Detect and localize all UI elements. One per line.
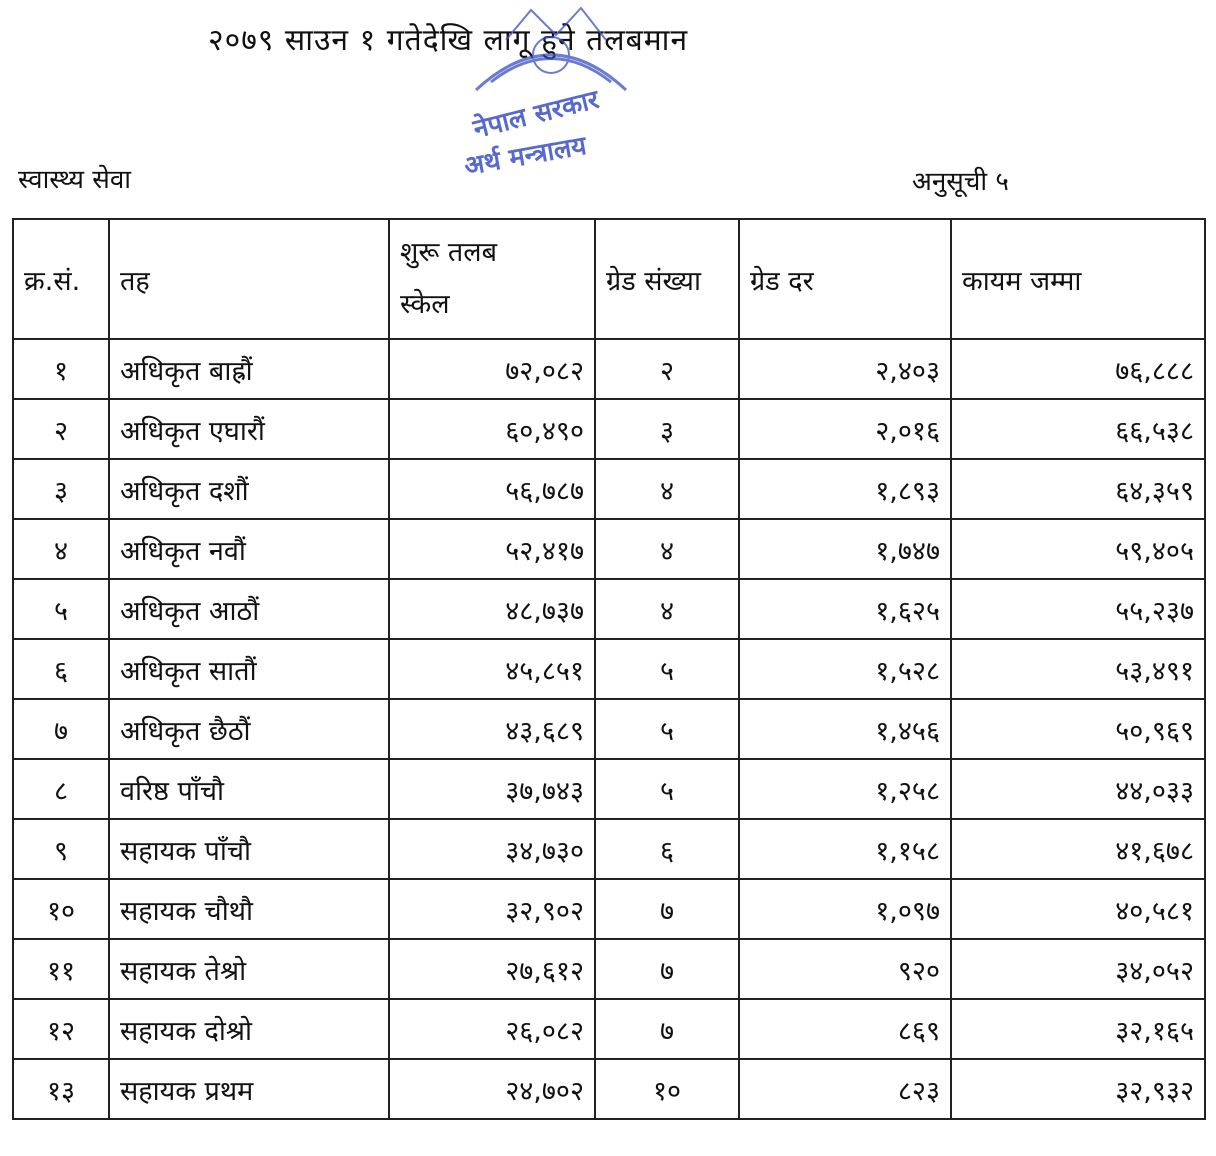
cell-start-salary: ६०,४९० [389,399,595,459]
cell-start-salary: ७२,०८२ [389,339,595,399]
cell-grade-count: ५ [595,699,739,759]
header-grade-count: ग्रेड संख्या [595,219,739,339]
cell-sn: ३ [13,459,109,519]
cell-grade-count: ५ [595,639,739,699]
cell-grade-rate: १,१५८ [739,819,951,879]
cell-start-salary: ४३,६८९ [389,699,595,759]
table-row [13,999,1205,1059]
cell-level: अधिकृत सातौं [109,639,389,699]
cell-start-salary: २७,६१२ [389,939,595,999]
cell-total: ४१,६७८ [951,819,1205,879]
cell-level: सहायक पाँचौ [109,819,389,879]
cell-grade-rate: १,८९३ [739,459,951,519]
cell-grade-rate: २,४०३ [739,339,951,399]
cell-level: अधिकृत दशौं [109,459,389,519]
cell-level: अधिकृत छैठौं [109,699,389,759]
cell-grade-count: १० [595,1059,739,1119]
table-row [13,639,1205,699]
salary-table [12,218,1206,1120]
cell-grade-rate: १,२५८ [739,759,951,819]
cell-grade-count: ७ [595,879,739,939]
cell-grade-rate: २,०१६ [739,399,951,459]
cell-grade-count: ५ [595,759,739,819]
cell-sn: ७ [13,699,109,759]
cell-grade-count: ३ [595,399,739,459]
cell-sn: ५ [13,579,109,639]
header-start-salary-line2: स्केल [400,289,450,320]
header-start-salary [389,219,595,339]
cell-grade-count: ४ [595,519,739,579]
header-total: कायम जम्मा [951,219,1205,339]
table-row [13,519,1205,579]
table-row [13,819,1205,879]
cell-start-salary: ४५,८५१ [389,639,595,699]
cell-total: ४४,०३३ [951,759,1205,819]
cell-grade-count: ४ [595,459,739,519]
cell-level: अधिकृत आठौं [109,579,389,639]
cell-start-salary: २६,०८२ [389,999,595,1059]
table-row [13,939,1205,999]
table-header-row [13,219,1205,339]
cell-total: ३४,०५२ [951,939,1205,999]
cell-total: ५०,९६९ [951,699,1205,759]
cell-sn: १२ [13,999,109,1059]
table-row [13,399,1205,459]
cell-grade-rate: १,५२८ [739,639,951,699]
table-row [13,459,1205,519]
cell-total: ५३,४९१ [951,639,1205,699]
cell-sn: २ [13,399,109,459]
cell-sn: ९ [13,819,109,879]
cell-total: ५५,२३७ [951,579,1205,639]
cell-sn: ११ [13,939,109,999]
cell-sn: १ [13,339,109,399]
cell-grade-count: २ [595,339,739,399]
page-title: २०७९ साउन १ गतेदेखि लागू हुने तलबमान [208,23,689,58]
cell-grade-rate: ८२३ [739,1059,951,1119]
svg-text:नेपाल सरकार: नेपाल सरकार [470,84,603,145]
cell-level: सहायक दोश्रो [109,999,389,1059]
cell-start-salary: ३४,७३० [389,819,595,879]
cell-grade-count: ६ [595,819,739,879]
table-row [13,759,1205,819]
header-sn: क्र.सं. [13,219,109,339]
cell-grade-rate: १,७४७ [739,519,951,579]
cell-start-salary: ५२,४१७ [389,519,595,579]
cell-level: सहायक चौथौ [109,879,389,939]
cell-total: ५९,४०५ [951,519,1205,579]
cell-start-salary: ५६,७८७ [389,459,595,519]
cell-total: ६४,३५९ [951,459,1205,519]
cell-grade-rate: १,६२५ [739,579,951,639]
cell-level: अधिकृत एघारौं [109,399,389,459]
header-level: तह [109,219,389,339]
cell-sn: ४ [13,519,109,579]
cell-total: ४०,५८१ [951,879,1205,939]
cell-total: ६६,५३८ [951,399,1205,459]
cell-level: अधिकृत बाह्रौं [109,339,389,399]
cell-sn: ६ [13,639,109,699]
cell-grade-count: ७ [595,999,739,1059]
cell-total: ७६,८८८ [951,339,1205,399]
ministry-seal-stamp [436,0,666,200]
cell-grade-rate: १,४५६ [739,699,951,759]
cell-sn: १३ [13,1059,109,1119]
schedule-label: अनुसूची ५ [912,167,1009,197]
cell-total: ३२,९३२ [951,1059,1205,1119]
header-start-salary-line1: शुरू तलब [400,237,498,268]
cell-level: सहायक तेश्रो [109,939,389,999]
table-row [13,339,1205,399]
cell-grade-rate: ९२० [739,939,951,999]
service-label: स्वास्थ्य सेवा [18,165,132,195]
table-row [13,579,1205,639]
cell-total: ३२,१६५ [951,999,1205,1059]
cell-grade-rate: १,०९७ [739,879,951,939]
cell-start-salary: ४८,७३७ [389,579,595,639]
cell-level: वरिष्ठ पाँचौ [109,759,389,819]
cell-level: सहायक प्रथम [109,1059,389,1119]
cell-start-salary: २४,७०२ [389,1059,595,1119]
cell-start-salary: ३७,७४३ [389,759,595,819]
cell-grade-rate: ८६९ [739,999,951,1059]
cell-grade-count: ४ [595,579,739,639]
cell-sn: ८ [13,759,109,819]
table-row [13,1059,1205,1119]
svg-text:अर्थ मन्त्रालय: अर्थ मन्त्रालय [462,130,589,182]
table-row [13,699,1205,759]
cell-start-salary: ३२,९०२ [389,879,595,939]
cell-level: अधिकृत नवौं [109,519,389,579]
cell-sn: १० [13,879,109,939]
cell-grade-count: ७ [595,939,739,999]
header-grade-rate: ग्रेड दर [739,219,951,339]
table-row [13,879,1205,939]
